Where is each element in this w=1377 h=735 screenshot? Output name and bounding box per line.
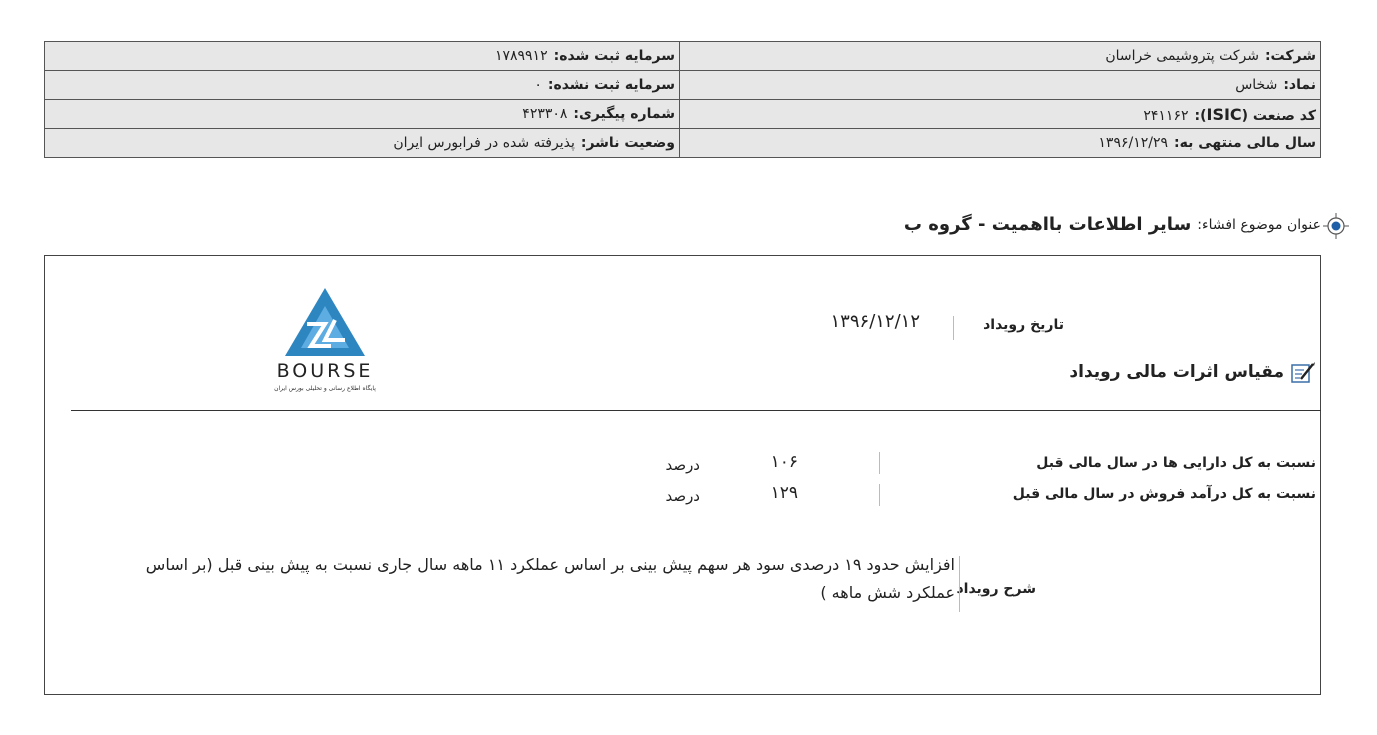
fin-scale-title: مقیاس اثرات مالی رویداد bbox=[1069, 362, 1284, 382]
fiscal-year-cell bbox=[680, 129, 1321, 158]
edit-note-icon bbox=[1290, 360, 1316, 384]
event-date-value: ۱۳۹۶/۱۲/۱۲ bbox=[830, 311, 920, 332]
revenue-separator bbox=[879, 484, 880, 506]
tracking-cell bbox=[45, 100, 680, 129]
subject-title: سایر اطلاعات بااهمیت - گروه ب bbox=[903, 214, 1192, 235]
symbol-value: شخاس bbox=[1235, 77, 1278, 93]
tracking-label: شماره پیگیری: bbox=[573, 106, 675, 122]
revenue-ratio-unit: درصد bbox=[665, 487, 700, 505]
company-value: شرکت پتروشیمی خراسان bbox=[1105, 48, 1259, 64]
unregistered-capital-value: ۰ bbox=[534, 77, 542, 93]
symbol-label: نماد: bbox=[1283, 77, 1316, 93]
info-row bbox=[45, 129, 1321, 158]
bourse-logo bbox=[255, 284, 395, 394]
disclosure-subject bbox=[904, 214, 1321, 235]
company-label: شرکت: bbox=[1264, 48, 1316, 64]
symbol-cell bbox=[680, 71, 1321, 100]
event-desc-value: افزایش حدود ۱۹ درصدی سود هر سهم پیش بینی بر اساس عملکرد ۱۱ ماهه سال جاری نسبت به پیش بینی قبل (بر اساس عملکرد شش ماهه ) bbox=[145, 555, 955, 602]
isic-label: کد صنعت (ISIC): bbox=[1194, 104, 1316, 124]
logo-subtitle: پایگاه اطلاع رسانی و تحلیلی بورس ایران bbox=[274, 385, 376, 392]
date-separator bbox=[953, 316, 954, 340]
info-row bbox=[45, 71, 1321, 100]
company-info-table bbox=[44, 41, 1321, 158]
fiscal-year-label: سال مالی منتهی به: bbox=[1174, 135, 1316, 151]
target-pin-icon bbox=[1323, 213, 1349, 239]
info-row bbox=[45, 100, 1321, 129]
fin-scale-header bbox=[1069, 360, 1316, 384]
unregistered-capital-cell bbox=[45, 71, 680, 100]
assets-ratio-label: نسبت به کل دارایی ها در سال مالی قبل bbox=[1036, 455, 1316, 471]
event-desc-label: شرح رویداد bbox=[956, 581, 1036, 597]
registered-capital-label: سرمایه ثبت شده: bbox=[553, 48, 675, 64]
logo-text: BOURSE bbox=[276, 360, 374, 382]
revenue-ratio-label: نسبت به کل درآمد فروش در سال مالی قبل bbox=[1012, 486, 1316, 502]
publisher-status-label: وضعیت ناشر: bbox=[580, 135, 675, 151]
subject-label: عنوان موضوع افشاء: bbox=[1197, 216, 1321, 233]
tracking-value: ۴۲۳۳۰۸ bbox=[522, 106, 568, 122]
revenue-ratio-value: ۱۲۹ bbox=[770, 483, 798, 503]
desc-separator bbox=[959, 556, 960, 612]
divider bbox=[71, 410, 1321, 411]
isic-value: ۲۴۱۱۶۲ bbox=[1143, 107, 1189, 124]
isic-cell bbox=[680, 100, 1321, 129]
registered-capital-cell bbox=[45, 42, 680, 71]
fiscal-year-value: ۱۳۹۶/۱۲/۲۹ bbox=[1098, 135, 1168, 151]
assets-ratio-value: ۱۰۶ bbox=[770, 452, 798, 472]
registered-capital-value: ۱۷۸۹۹۱۲ bbox=[494, 48, 548, 64]
publisher-status-value: پذیرفته شده در فرابورس ایران bbox=[393, 135, 575, 151]
info-row bbox=[45, 42, 1321, 71]
assets-separator bbox=[879, 452, 880, 474]
publisher-status-cell bbox=[45, 129, 680, 158]
company-cell bbox=[680, 42, 1321, 71]
event-box bbox=[44, 255, 1321, 695]
unregistered-capital-label: سرمایه ثبت نشده: bbox=[547, 77, 675, 93]
assets-ratio-unit: درصد bbox=[665, 456, 700, 474]
event-date-label: تاریخ رویداد bbox=[983, 317, 1064, 333]
